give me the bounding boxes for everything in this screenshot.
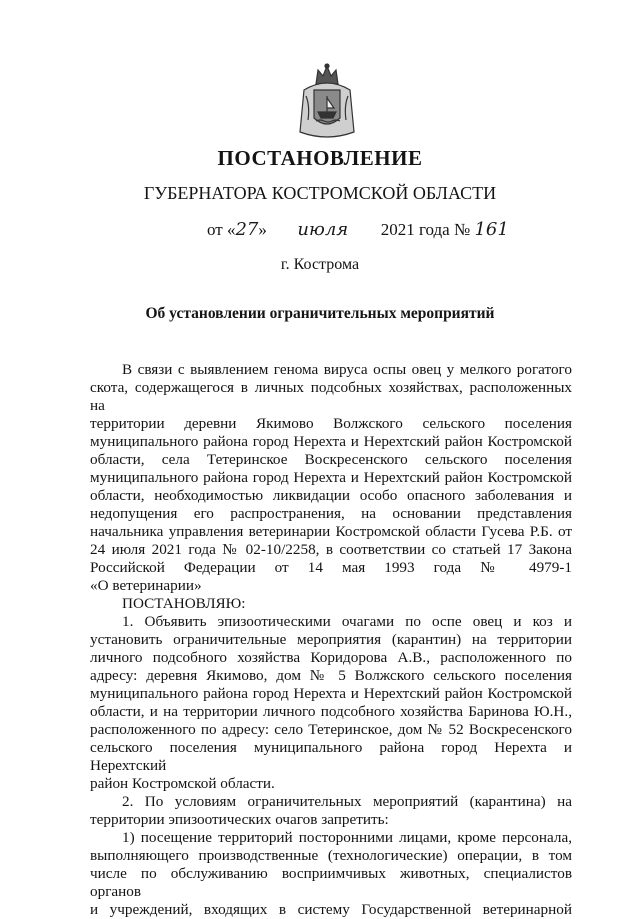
body-line: адресу: деревня Якимово, дом № 5 Волжского сельского поселения: [90, 667, 572, 684]
handwritten-day: 27: [235, 219, 259, 240]
document-title: ПОСТАНОВЛЕНИЕ: [217, 146, 423, 170]
body-line: территории деревни Якимово Волжского сельского поселения: [90, 415, 572, 432]
body-line: В связи с выявлением генома вируса оспы овец у мелкого рогатого: [122, 361, 572, 378]
date-number-line: [207, 219, 509, 240]
body-line: Российской Федерации от 14 мая 1993 года № 4979-1: [90, 559, 572, 576]
body-line: 24 июля 2021 года № 02-10/2258, в соответствии со статьей 17 Закона: [90, 541, 572, 558]
date-close-quote: »: [258, 220, 267, 239]
body-line: недопущения его распространения, на основании представления: [90, 505, 572, 522]
body-line: 1. Объявить эпизоотическими очагами по оспе овец и коз и: [122, 613, 572, 630]
body-line: территории эпизоотических очагов запретить:: [90, 811, 389, 828]
document-subject: Об установлении ограничительных мероприятий: [145, 305, 495, 322]
resolve-line: ПОСТАНОВЛЯЮ:: [122, 595, 246, 612]
body-line: муниципального района город Нерехта и Нерехтский район Костромской: [90, 433, 572, 450]
document-body: [90, 361, 572, 919]
body-line: установить ограничительные мероприятия (карантин) на территории: [90, 631, 572, 648]
date-prefix: от «: [207, 220, 236, 239]
body-line: 1) посещение территорий посторонними лицами, кроме персонала,: [122, 829, 572, 846]
body-line: начальника управления ветеринарии Костромской области Гусева Р.Б. от: [90, 523, 572, 540]
body-line: скота, содержащегося в личных подсобных хозяйствах, расположенных на: [90, 379, 572, 414]
body-line: 2. По условиям ограничительных мероприятий (карантина) на: [122, 793, 572, 810]
date-year-text: 2021 года №: [380, 220, 471, 239]
body-line: муниципального района город Нерехта и Нерехтский район Костромской: [90, 685, 572, 702]
body-line: области, необходимостью ликвидации особо опасного заболевания и: [90, 487, 572, 504]
body-line: муниципального района город Нерехта и Нерехтский район Костромской: [90, 469, 572, 486]
body-line: числе по обслуживанию восприимчивых животных, специалистов органов: [90, 865, 572, 900]
body-line: личного подсобного хозяйства Коридорова А.В., расположенного по: [90, 649, 572, 666]
body-line: район Костромской области.: [90, 775, 275, 792]
body-line: «О ветеринарии»: [90, 577, 202, 594]
body-line: и учреждений, входящих в систему Государственной ветеринарной: [90, 901, 572, 918]
body-line: сельского поселения муниципального района город Нерехта и Нерехтский: [90, 739, 572, 774]
body-line: расположенного по адресу: село Тетеринское, дом № 52 Воскресенского: [90, 721, 572, 738]
coat-of-arms-emblem: [296, 62, 358, 142]
body-line: выполняющего производственные (технологические) операции, в том: [90, 847, 572, 864]
body-line: области, и на территории личного подсобного хозяйства Баринова Ю.Н.,: [90, 703, 572, 720]
issuer-line: ГУБЕРНАТОРА КОСТРОМСКОЙ ОБЛАСТИ: [143, 183, 497, 203]
body-line: области, села Тетеринское Воскресенского сельского поселения: [90, 451, 572, 468]
handwritten-month: июля: [297, 219, 349, 240]
city-line: г. Кострома: [280, 256, 360, 273]
handwritten-number: 161: [474, 219, 509, 240]
